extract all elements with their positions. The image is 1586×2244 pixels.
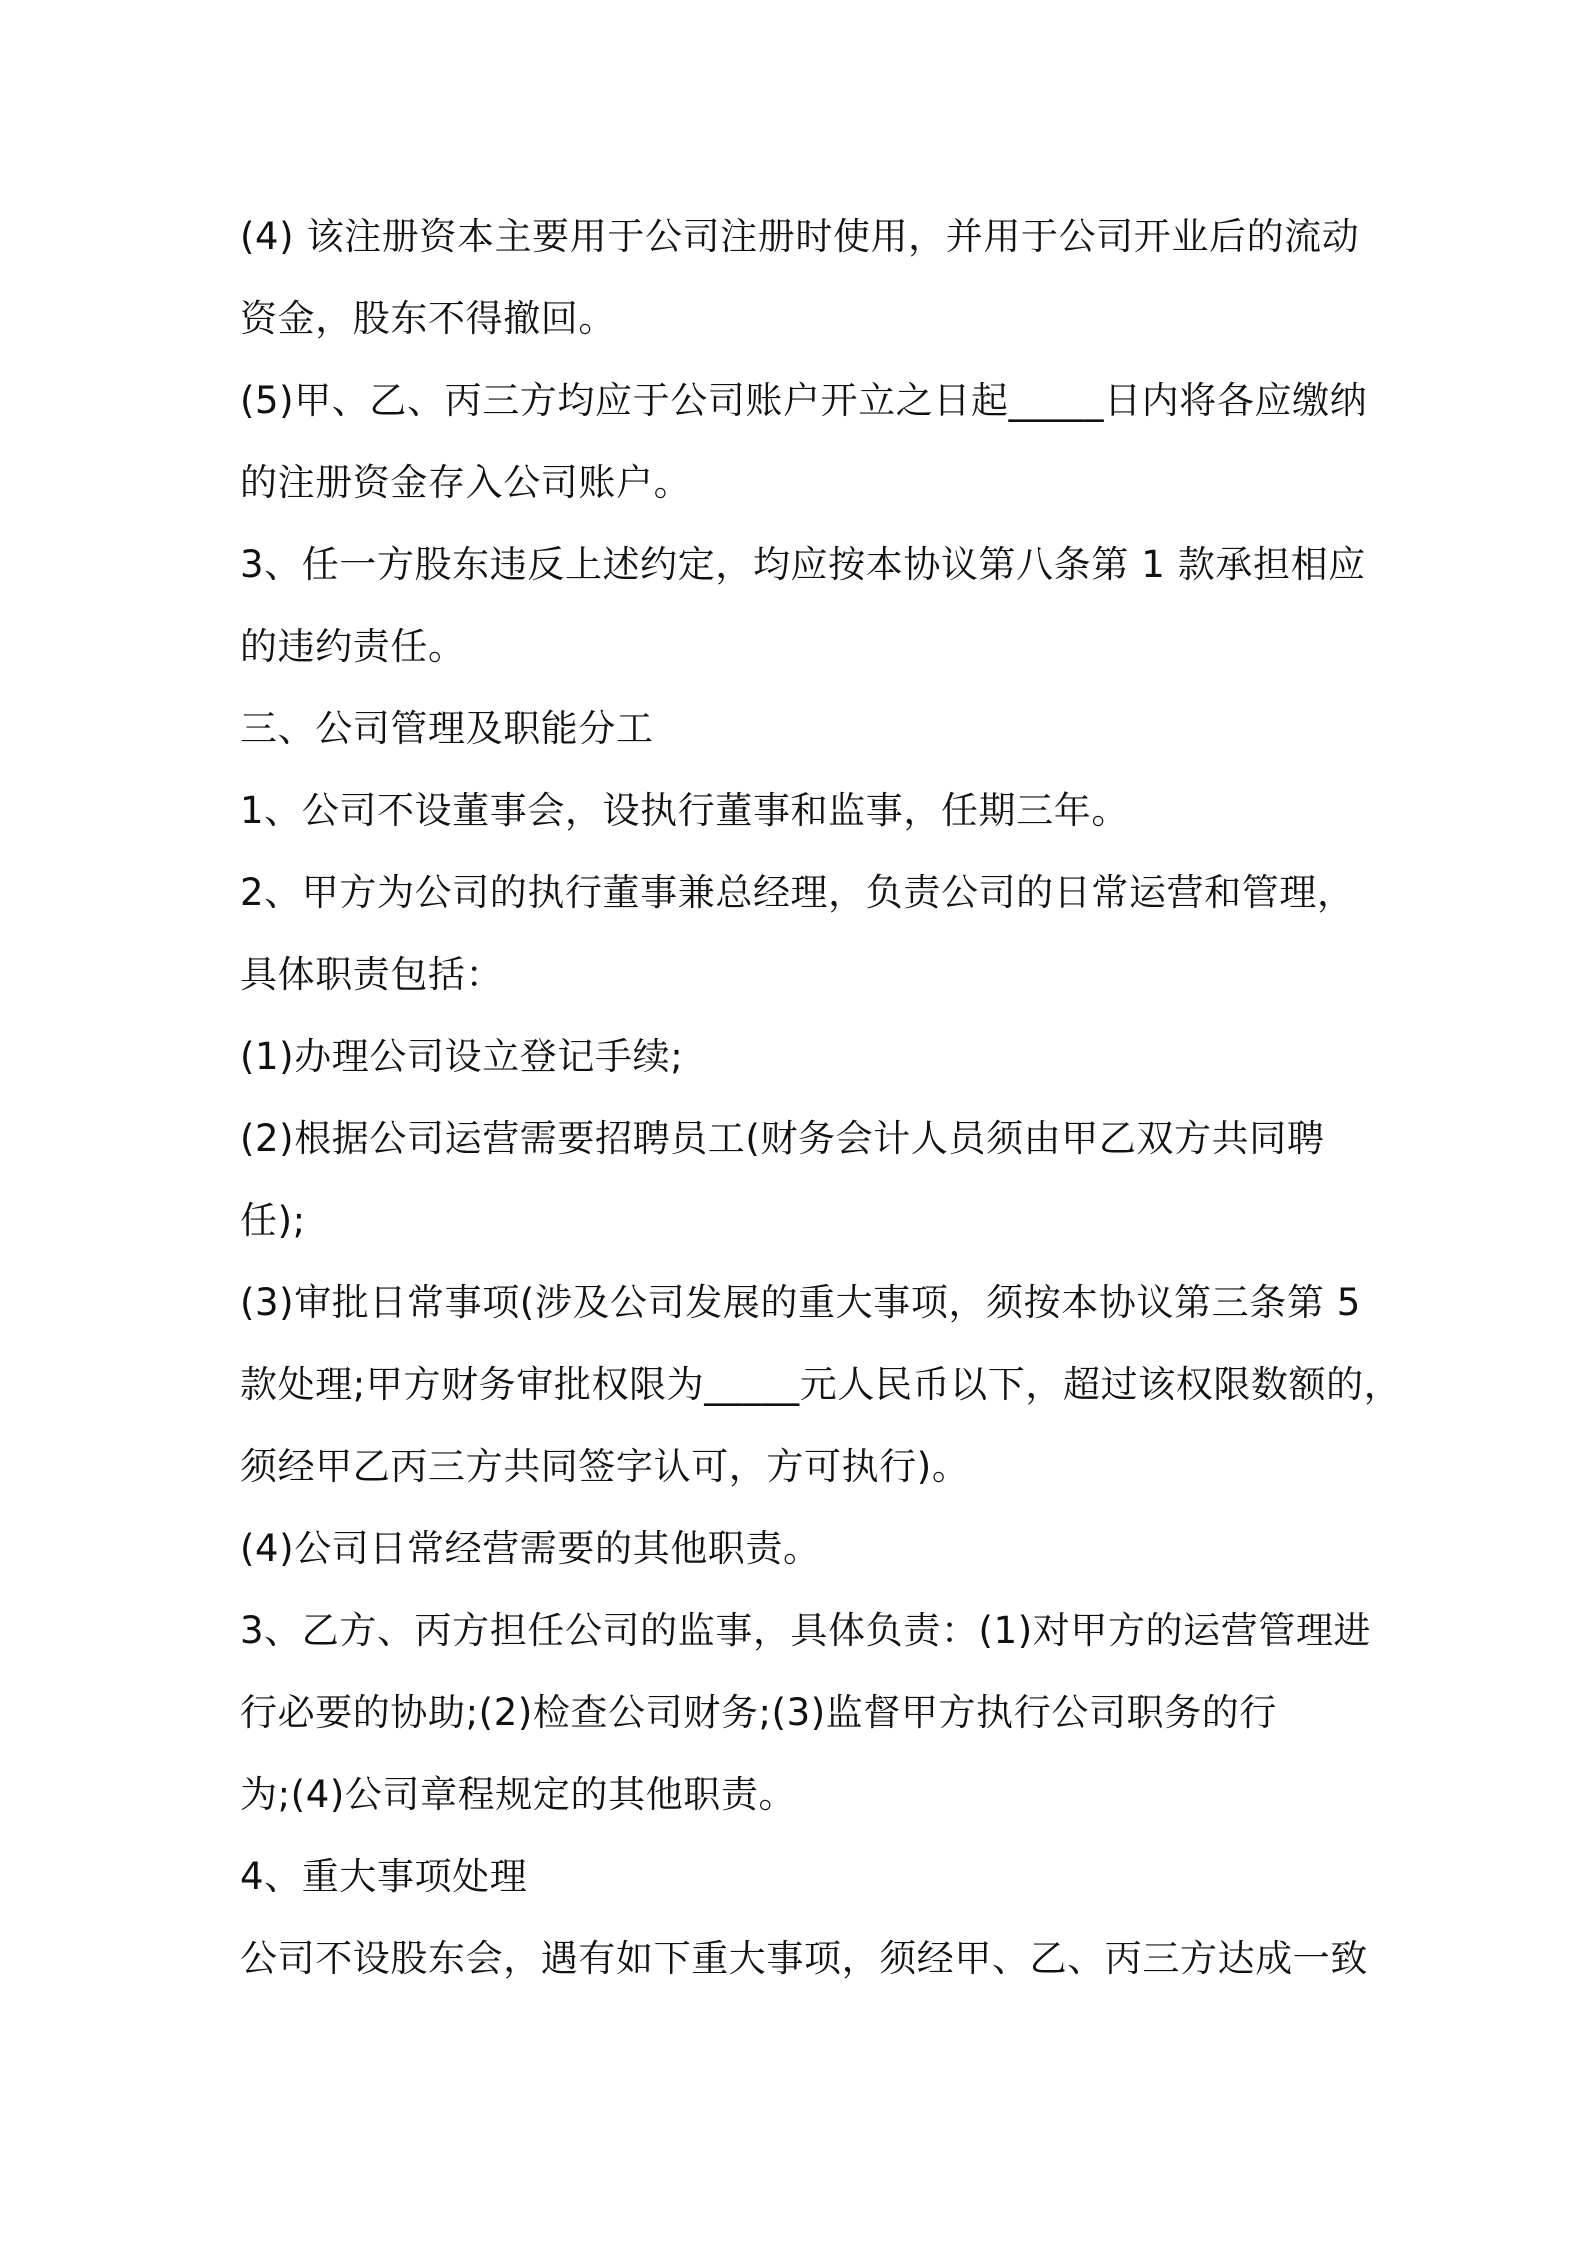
text-line: (1)办理公司设立登记手续;: [240, 1035, 684, 1078]
document-body: [240, 196, 1402, 2000]
text-line: 为;(4)公司章程规定的其他职责。: [240, 1773, 797, 1816]
text-line: 资金，股东不得撤回。: [240, 297, 616, 340]
text-line: 款处理;甲方财务审批权限为_____元人民币以下，超过该权限数额的，: [240, 1363, 1402, 1406]
text-line: (4) 该注册资本主要用于公司注册时使用，并用于公司开业后的流动: [240, 215, 1360, 258]
text-line: 行必要的协助;(2)检查公司财务;(3)监督甲方执行公司职务的行: [240, 1691, 1277, 1734]
section-heading: 三、公司管理及职能分工: [240, 707, 654, 750]
text-line: 3、任一方股东违反上述约定，均应按本协议第八条第 1 款承担相应: [240, 543, 1366, 586]
text-line: (3)审批日常事项(涉及公司发展的重大事项，须按本协议第三条第 5: [240, 1281, 1361, 1324]
text-line: (4)公司日常经营需要的其他职责。: [240, 1527, 821, 1570]
text-line: 公司不设股东会，遇有如下重大事项，须经甲、乙、丙三方达成一致: [240, 1937, 1368, 1980]
text-line: 2、甲方为公司的执行董事兼总经理，负责公司的日常运营和管理，: [240, 871, 1355, 914]
text-line: 的违约责任。: [240, 625, 466, 668]
text-line: 任);: [240, 1199, 306, 1242]
subsection-heading: 4、重大事项处理: [240, 1855, 528, 1898]
text-line: 须经甲乙丙三方共同签字认可，方可执行)。: [240, 1445, 970, 1488]
text-line: 具体职责包括：: [240, 953, 504, 996]
text-line: 1、公司不设董事会，设执行董事和监事，任期三年。: [240, 789, 1129, 832]
text-line: 的注册资金存入公司账户。: [240, 461, 692, 504]
text-line: (5)甲、乙、丙三方均应于公司账户开立之日起_____日内将各应缴纳: [240, 379, 1368, 422]
text-line: (2)根据公司运营需要招聘员工(财务会计人员须由甲乙双方共同聘: [240, 1117, 1325, 1160]
text-line: 3、乙方、丙方担任公司的监事，具体负责：(1)对甲方的运营管理进: [240, 1609, 1372, 1652]
